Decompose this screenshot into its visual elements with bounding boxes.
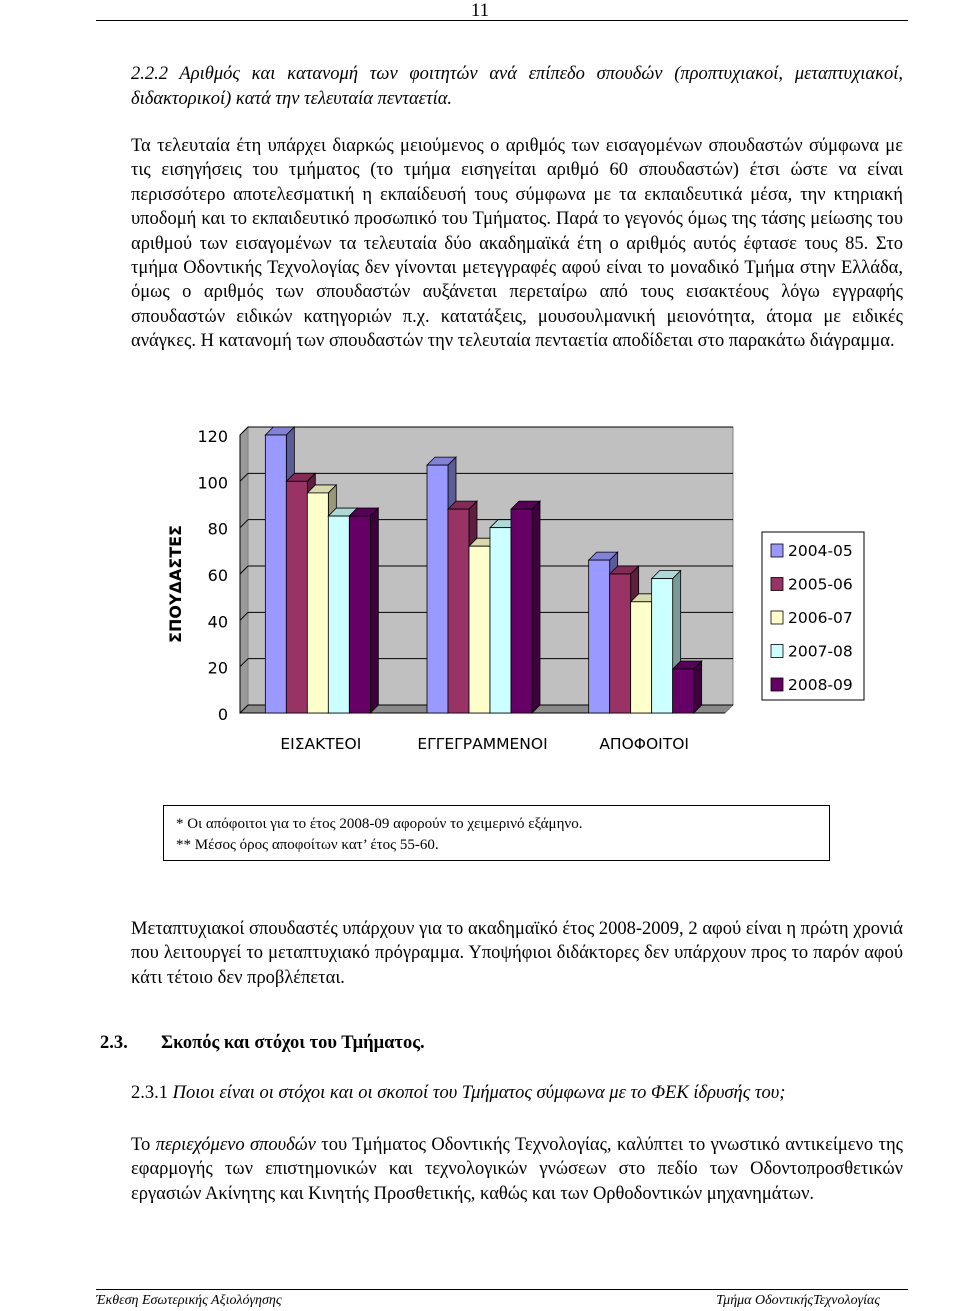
subsection-heading-2-3-1 <box>131 1083 785 1104</box>
legend-swatch <box>771 645 783 658</box>
y-axis-title: ΣΠΟΥΔΑΣΤΕΣ <box>166 525 185 643</box>
paragraph-text: Τα τελευταία έτη υπάρχει διαρκώς μειούμενος ο αριθμός των εισαγομένων σπουδαστών σύμφωνα με τις εισηγήσεις του τμήματος (το τμήμα εισηγείται αριθμό 60 σπουδαστών) έτσι ώστε να είναι περισσότερο αποτελεσματική η εκπαίδευσή τους σύμφωνα με τα εκπαιδευτικά μέσα, την κτηριακή υποδομή και το εκπαιδευτικό προσωπικό του Τμήματος. Παρά το γεγονός όμως της τάσης μείωσης του αριθμού των εισαγομένων τα τελευταία δύο ακαδημαϊκά έτη ο αριθμός αυτός έφτασε τους 85. Στο τμήμα Οδοντικής Τεχνολογίας δεν γίνονται μετεγγραφές αφού είναι το μοναδικό Τμήμα στην Ελλάδα, όμως ο αριθμός των σπουδαστών αυξάνεται περεταίρω από τους εισακτέους λόγω εγγραφής σπουδαστών ειδικών κατηγοριών π.χ. κατατάξεις, μουσουλμανική μειονότητα, άτομα με ειδικές ανάγκες. Η κατανομή των σπουδαστών την τελευταία πενταετία αποδίδεται στο παρακάτω διάγραμμα. <box>131 136 903 352</box>
bar-2007-08-0 <box>328 516 349 713</box>
x-category-label: ΕΙΣΑΚΤΕΟΙ <box>280 735 362 753</box>
subsection-number: 2.3.1 <box>131 1083 168 1103</box>
legend-label: 2006-07 <box>788 609 853 627</box>
y-tick-label: 80 <box>207 519 228 539</box>
legend-label: 2004-05 <box>788 542 853 560</box>
legend-swatch <box>771 578 783 591</box>
chart-notes-box <box>163 805 830 861</box>
y-tick-label: 40 <box>207 612 228 632</box>
bar-2005-06-0 <box>286 481 307 713</box>
legend-swatch <box>771 544 783 557</box>
legend-label: 2007-08 <box>788 642 853 661</box>
bar-2004-05-2 <box>589 560 610 713</box>
bar-side <box>370 508 378 713</box>
bar-2005-06-1 <box>448 509 469 713</box>
paragraph-text: Μεταπτυχιακοί σπουδαστές υπάρχουν για το ακαδημαϊκό έτος 2008-2009, 2 αφού είναι η πρώτη χρονιά που λειτουργεί το μεταπτυχιακό πρόγραμμα. Υποψήφιοι διδάκτορες δεν υπάρχουν προς το παρόν αφού κάτι τέτοιο δεν προβλέπεται. <box>131 919 903 988</box>
legend-label: 2005-06 <box>788 575 853 594</box>
y-tick-label: 20 <box>207 658 228 678</box>
footer-right: Τμήμα ΟδοντικήςΤεχνολογίας <box>716 1293 880 1308</box>
bar-2004-05-0 <box>265 435 286 713</box>
legend-swatch <box>771 678 783 691</box>
bar-2007-08-2 <box>652 579 673 713</box>
paragraph-postgraduates <box>131 917 903 990</box>
x-category-label: ΑΠΟΦΟΙΤΟΙ <box>599 735 690 753</box>
x-category-label: ΕΓΓΕΓΡΑΜΜΕΝΟΙ <box>417 735 548 753</box>
paragraph-student-numbers <box>131 134 903 354</box>
bar-2008-09-2 <box>673 669 694 713</box>
bar-2008-09-1 <box>511 509 532 713</box>
students-bar-chart <box>160 420 900 770</box>
footer-left: Έκθεση Εσωτερικής Αξιολόγησης <box>96 1293 282 1308</box>
header-rule <box>96 20 908 21</box>
note-graduates: * Οι απόφοιτοι για το έτος 2008-09 αφορούν το χειμερινό εξάμηνο. <box>176 816 583 832</box>
y-tick-label: 100 <box>197 473 228 493</box>
note-average: ** Μέσος όρος αποφοίτων κατ’ έτος 55-60. <box>176 837 439 853</box>
y-tick-label: 120 <box>197 427 228 446</box>
y-tick-label: 60 <box>207 566 228 585</box>
paragraph-text-start: Το <box>131 1135 156 1155</box>
section-title: Σκοπός και στόχοι του Τμήματος. <box>161 1033 425 1053</box>
paragraph-curriculum <box>131 1133 903 1206</box>
paragraph-text-rest: του Τμήματος Οδοντικής Τεχνολογίας, καλύπτει το γνωστικό αντικείμενο της εφαρμογής των επιστημονικών και τεχνολογικών γνώσεων στο πεδίο των Οδοντοπροσθετικών εργασιών Ακίνητης και Κινητής Προσθετικής, καθώς και των Ορθοδοντικών μηχανημάτων. <box>131 1135 903 1204</box>
bar-2006-07-2 <box>631 602 652 713</box>
bar-2006-07-0 <box>307 493 328 713</box>
legend-swatch <box>771 611 783 624</box>
subsection-heading-2-2-2: 2.2.2 Αριθμός και κατανομή των φοιτητών ανά επίπεδο σπουδών (προπτυχιακοί, μεταπτυχιακοί, διδακτορικοί) κατά την τελευταία πενταετία. <box>131 64 903 109</box>
bar-2006-07-1 <box>469 546 490 713</box>
section-number: 2.3. <box>100 1033 128 1053</box>
bar-side <box>532 501 540 713</box>
section-heading-2-3 <box>100 1033 425 1054</box>
chart-svg <box>160 420 900 770</box>
legend-label: 2008-09 <box>788 676 853 694</box>
bar-2005-06-2 <box>610 574 631 713</box>
footer-rule <box>96 1289 908 1290</box>
bar-2007-08-1 <box>490 528 511 713</box>
subsection-title: Ποιοι είναι οι στόχοι και οι σκοποί του Τμήματος σύμφωνα με το ΦΕΚ ίδρυσής του; <box>172 1083 786 1103</box>
y-tick-label: 0 <box>217 705 228 724</box>
bar-side <box>694 661 702 713</box>
page-number: 11 <box>470 0 490 21</box>
bar-2004-05-1 <box>427 465 448 713</box>
bar-2008-09-0 <box>349 516 370 713</box>
paragraph-emphasis: περιεχόμενο σπουδών <box>155 1135 316 1155</box>
